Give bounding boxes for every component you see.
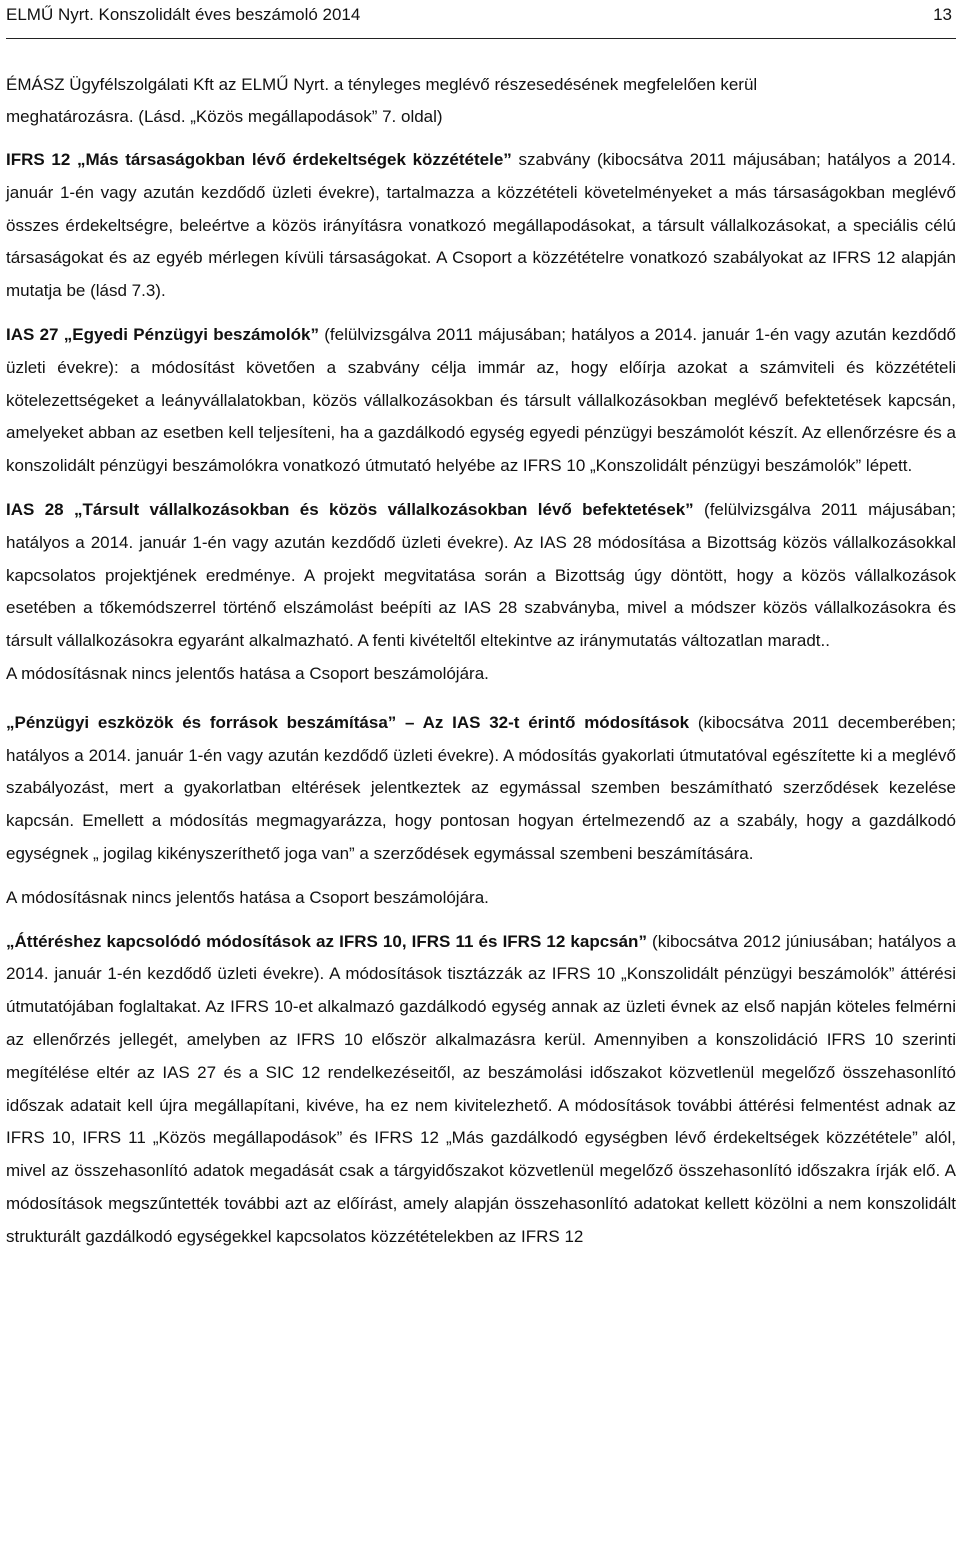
ias28-text: (felülvizsgálva 2011 májusában; hatályos a 2014. január 1-én vagy azután kezdődő üzleti évekre). Az IAS 28 módosítása a Bizottság közös vállalkozásokkal kapcsolatos projektjének eredménye. A projekt megvitatása során a Bizottság úgy döntött, hogy a közös vállalkozások esetében a tőkemódszerrel történő elszámolást beépíti az IAS 28 szabványba, mivel a módszer közös vállalkozásokra és társult vállalkozásokra egyaránt alkalmazható. A fenti kivételtől eltekintve az iránymutatás változatlan maradt..	[6, 499, 956, 651]
ias27-paragraph	[6, 319, 956, 483]
ias32-heading: „Pénzügyi eszközök és források beszámítása” – Az IAS 32-t érintő módosítások	[6, 712, 690, 732]
header-title: ELMŰ Nyrt. Konszolidált éves beszámoló 2014	[6, 5, 361, 24]
ias28-heading: IAS 28 „Társult vállalkozásokban és közös vállalkozásokban lévő befektetések”	[6, 499, 694, 519]
page-content	[6, 39, 956, 1254]
ifrs12-text: szabvány (kibocsátva 2011 májusában; hatályos a 2014. január 1-én vagy azután kezdődő üzleti évekre), tartalmazza a közzétételi követelményeket a más társaságokban meglévő összes érdekeltségre, beleértve a közös irányításra vonatkozó megállapodásokat, a társult vállalkozásokat, a speciális célú társaságokat és az egyéb mérlegen kívüli társaságokat. A Csoport a közzétételre vonatkozó szabályokat az IFRS 12 alapján mutatja be (lásd 7.3).	[6, 150, 956, 301]
ias32-paragraph	[6, 707, 956, 871]
intro-line-1: ÉMÁSZ Ügyfélszolgálati Kft az ELMŰ Nyrt. a tényleges meglévő részesedésének megfelelően kerül	[6, 75, 758, 94]
transition-text: (kibocsátva 2012 júniusában; hatályos a 2014. január 1-én kezdődő üzleti évekre). A módosítások tisztázzák az IFRS 10 „Konszolidált pénzügyi beszámolók” áttérési útmutatójában foglaltakat. Az IFRS 10-et alkalmazó gazdálkodó egység annak az üzleti évnek az első napján köteles felmérni az ellenőrzés jellegét, amelyben az IFRS 10 először alkalmazásra kerül. Amennyiben a konszolidáció IFRS 10 szerinti megítélése eltér az IAS 27 és a SIC 12 rendelkezéseitől, az beszámolási időszakot közvetlenül megelőző összehasonlító időszak adatait kell újra megállapítani, kivéve, ha ez nem kivitelezhető. A módosítások további áttérési felmentést adnak az IFRS 10, IFRS 11 „Közös megállapodások” és IFRS 12 „Más gazdálkodó egységben lévő érdekeltségek közzététele” alól, mivel az összehasonlító adatok megadását csak a tárgyidőszakot közvetlenül megelőző összehasonlító időszakra írják elő. A módosítások megszűntették további azt az előírást, amely alapján összehasonlító adatokat kellett közölni a nem konszolidált strukturált gazdálkodó egységekkel kapcsolatos közzétételekben az IFRS 12	[6, 931, 956, 1246]
ifrs12-paragraph	[6, 144, 956, 308]
document-page	[6, 0, 956, 1254]
ias27-heading: IAS 27 „Egyedi Pénzügyi beszámolók”	[6, 324, 319, 344]
transition-paragraph	[6, 926, 956, 1254]
page-number: 13	[933, 5, 952, 24]
intro-line-2: meghatározásra. (Lásd. „Közös megállapodások” 7. oldal)	[6, 107, 443, 126]
intro-paragraph	[6, 69, 956, 133]
ifrs12-heading: IFRS 12 „Más társaságokban lévő érdekeltségek közzététele”	[6, 150, 512, 169]
ias32-note: A módosításnak nincs jelentős hatása a Csoport beszámolójára.	[6, 887, 489, 907]
ias32-text: (kibocsátva 2011 decemberében; hatályos a 2014. január 1-én vagy azután kezdődő üzleti évekre). A módosítás gyakorlati útmutatóval egészítette ki a meglévő szabályozást, mert a gyakorlatban eltérések jelentkeztek az egymással szemben beszámítható szerződések kezelése kapcsán. Emellett a módosítás megmagyarázza, hogy pontosan hogyan értelmezendő az a szabály, hogy a gazdálkodó egységnek „ jogilag kikényszeríthető joga van” a szerződések egymással szembeni beszámítására.	[6, 712, 956, 863]
ias28-note: A módosításnak nincs jelentős hatása a Csoport beszámolójára.	[6, 663, 489, 683]
ias27-text: (felülvizsgálva 2011 májusában; hatályos a 2014. január 1-én vagy azután kezdődő üzleti évekre): a módosítást követően a szabvány célja immár az, hogy előírja azokat a számviteli és közzétételi kötelezettségeket a leányvállalatokban, közös vállalkozásokban és társult vállalkozásokban meglévő befektetések kapcsán, amelyeket abban az esetben kell teljesíteni, ha a gazdálkodó egység egyedi pénzügyi beszámolót készít. Az ellenőrzésre és a konszolidált pénzügyi beszámolókra vonatkozó útmutató helyébe az IFRS 10 „Konszolidált pénzügyi beszámolók” lépett.	[6, 324, 956, 476]
transition-heading: „Áttéréshez kapcsolódó módosítások az IFRS 10, IFRS 11 és IFRS 12 kapcsán”	[6, 931, 647, 951]
page-header	[6, 0, 956, 39]
ias28-paragraph	[6, 494, 956, 658]
